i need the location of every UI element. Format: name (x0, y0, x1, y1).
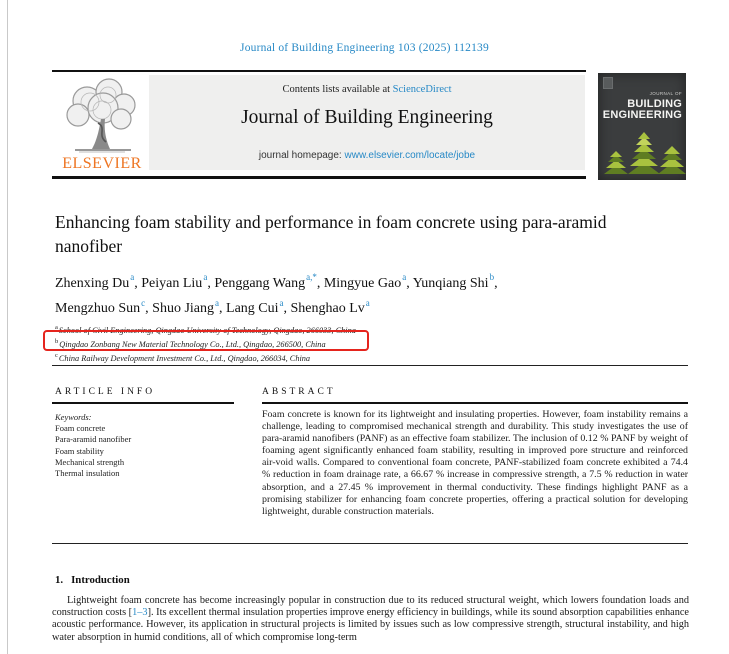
header-bottom-rule (52, 176, 586, 179)
author-name: Shenghao Lv (290, 301, 365, 317)
section-title: Introduction (71, 574, 130, 586)
author-name: Peiyan Liu (141, 275, 203, 291)
author-name: Mingyue Gao (323, 275, 402, 291)
elsevier-logo[interactable] (55, 77, 149, 173)
affiliation-sup: a (55, 324, 58, 331)
author-separator: , (283, 301, 291, 317)
author-affil-sup: a (130, 272, 135, 282)
affiliation-bottom-rule (52, 365, 688, 366)
author (55, 272, 142, 291)
author-name: Shuo Jiang (152, 301, 215, 317)
author (226, 297, 291, 317)
author-name: Yunqiang Shi (412, 275, 489, 291)
keyword-item: Foam stability (55, 445, 104, 456)
author-name: Zhenxing Du (55, 275, 130, 291)
author (323, 272, 413, 291)
author-separator: , (316, 275, 324, 291)
author-separator: , (145, 301, 153, 317)
citation-link[interactable]: 1–3 (132, 607, 148, 619)
page-edge-line (7, 0, 8, 654)
sciencedirect-link[interactable]: ScienceDirect (392, 84, 452, 95)
author (214, 272, 324, 291)
affiliation-text: School of Civil Engineering, Qingdao University of Technology, Qingdao, 266033, China (58, 325, 356, 335)
homepage-url-link[interactable]: www.elsevier.com/locate/jobe (344, 150, 476, 161)
journal-cover-thumbnail[interactable] (598, 73, 686, 180)
journal-header-box (149, 75, 585, 170)
author-affil-sup: a (365, 297, 370, 308)
header-top-rule (52, 70, 586, 72)
author-separator: , (494, 275, 498, 291)
affiliation-list (55, 322, 685, 364)
author-affil-sup: a (279, 297, 284, 308)
paper-title: Enhancing foam stability and performance in foam concrete using para-aramid nanofiber (55, 212, 607, 256)
author-affil-sup: b (489, 272, 495, 282)
introduction-paragraph (52, 595, 689, 644)
author-affil-sup: a (215, 297, 220, 308)
intro-text-before-citation: Lightweight foam concrete has become increasingly popular in construction due to its reduced structural weight, which lowers foundation loads and construction costs (52, 595, 689, 619)
affiliation (55, 336, 685, 350)
abstract-rule (262, 402, 688, 404)
author-separator: , (219, 301, 227, 317)
intro-text-after-citation: . Its excellent thermal insulation properties improve energy efficiency in buildings, while its sound absorption capabilities enhance acoustic performance. However, its application in structural projects is limited by issues such as low compressive strength, structural instability, and high water absorption in humid conditions, all of which compromise long-term (52, 607, 689, 643)
author-affil-sup: a (203, 272, 208, 282)
author-name: Penggang Wang (214, 275, 306, 291)
author-affil-sup: a (402, 272, 407, 282)
author-affil-sup: c (141, 297, 146, 308)
author (141, 272, 215, 291)
abstract-bottom-rule (52, 543, 688, 544)
cover-trees-icon (598, 111, 686, 180)
homepage-label: journal homepage: (258, 150, 345, 161)
author (152, 297, 227, 317)
affiliation (55, 322, 685, 336)
cover-journal-of: JOURNAL OF (649, 91, 682, 96)
citation-bracket-open: [ (128, 607, 133, 619)
author-affil-sup: a,* (306, 272, 317, 282)
keywords-list (55, 423, 131, 479)
elsevier-wordmark: ELSEVIER (62, 155, 142, 172)
abstract-heading: ABSTRACT (262, 387, 336, 397)
author-separator: , (134, 275, 142, 291)
keywords-label: Keywords: (55, 412, 92, 422)
cover-title-line2: ENGINEERING (602, 109, 682, 121)
article-info-rule (52, 402, 234, 404)
contents-prefix: Contents lists available at (282, 84, 393, 95)
elsevier-tree-icon (55, 77, 149, 153)
author (55, 297, 153, 317)
affiliation-sup: b (55, 337, 59, 345)
author (290, 297, 370, 317)
author (412, 272, 498, 291)
author-separator: , (406, 275, 413, 291)
abstract-text: Foam concrete is known for its lightweight and insulating properties. However, foam instability remains a challenge, leading to compromised mechanical strength and durability. This study investigates the use of para-aramid nanofibers (PANF) as an effective foam stabilizer. The inclusion of 0.12 % PANF by weight of foaming agent significantly enhanced foam stability, resulting in improved pore structure and reinforced air-void walls. Compared to conventional foam concrete, PANF-stabilized foam concrete exhibited a 74.4 % reduction in foam drainage rate, a 66.67 % increase in compressive strength, a 7.5 % reduction in water absorption, and a 27.45 % improvement in thermal conductivity. These findings highlight PANF as a promising stabilizer for enhancing foam concrete properties, offering a practical solution for developing lightweight, durable construction materials. (262, 409, 688, 517)
author-list (55, 268, 680, 319)
author-separator: , (207, 275, 215, 291)
cover-title-line1: BUILDING (627, 98, 682, 110)
affiliation-sup: c (55, 351, 58, 359)
keyword-item: Para-aramid nanofiber (55, 434, 132, 445)
article-info-heading: ARTICLE INFO (55, 387, 156, 397)
author-name: Lang Cui (226, 301, 279, 317)
affiliation-text: China Railway Development Investment Co., Ltd., Qingdao, 266034, China (58, 353, 311, 363)
running-head-citation[interactable]: Journal of Building Engineering 103 (2025) 112139 (240, 42, 489, 54)
journal-title: Journal of Building Engineering (241, 107, 493, 128)
citation-bracket-close: ] (147, 607, 151, 619)
section-number: 1. (55, 574, 64, 586)
section-heading-introduction (55, 574, 130, 586)
affiliation (55, 350, 685, 364)
affiliation-text: Qingdao Zonbang New Material Technology Co., Ltd., Qingdao, 266500, China (59, 339, 326, 349)
keyword-item: Mechanical strength (55, 456, 125, 467)
author-name: Mengzhuo Sun (55, 301, 141, 317)
keyword-item: Thermal insulation (55, 468, 120, 479)
contents-line (149, 84, 585, 95)
homepage-line (149, 150, 585, 161)
keyword-item: Foam concrete (55, 423, 106, 433)
